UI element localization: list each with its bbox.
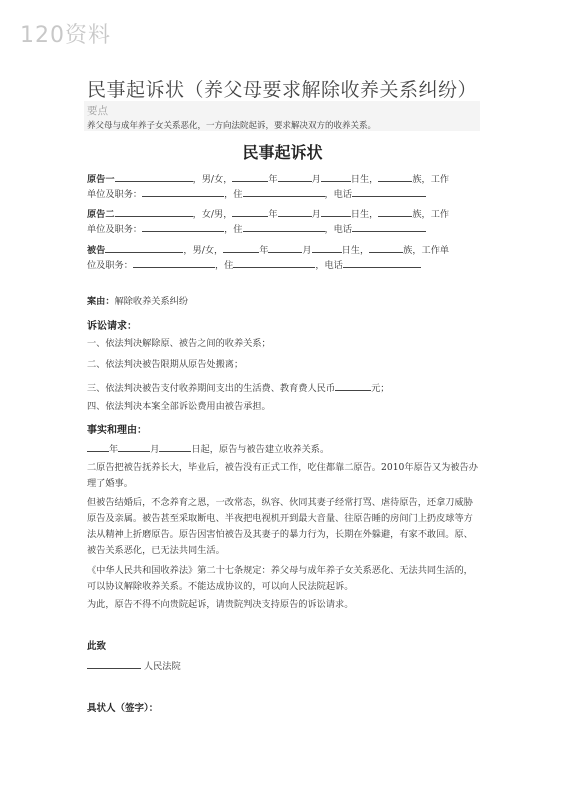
blank — [87, 658, 141, 669]
field-text: 月 — [302, 245, 312, 256]
field-text: 日生， — [341, 245, 370, 256]
plaintiff1-line1 — [87, 171, 449, 186]
facts-line1 — [87, 441, 329, 456]
facts-paragraph: 为此，原告不得不向贵院起诉，请贵院判决支持原告的诉讼请求。 — [87, 599, 354, 610]
field-text: 月 — [311, 209, 321, 220]
facts-paragraph: 二原告把被告抚养长大，毕业后，被告没有正式工作，吃住都靠二原告。2010年原告又为被告办理了婚事。 — [87, 462, 478, 489]
facts-heading: 事实和理由： — [87, 425, 147, 436]
blank — [243, 221, 325, 232]
field-text: 日生， — [350, 174, 379, 185]
blank — [321, 206, 351, 217]
summary-heading: 要点 — [87, 105, 108, 117]
defendant-line2 — [87, 257, 421, 272]
facts-text: 年 — [109, 444, 119, 455]
field-text: 年 — [268, 209, 278, 220]
blank — [142, 186, 224, 197]
blank — [232, 206, 268, 217]
field-text: 日生， — [350, 209, 379, 220]
field-text: 年 — [268, 174, 278, 185]
blank — [352, 186, 426, 197]
cause-label: 案由： — [87, 296, 115, 307]
signer-label: 具状人（签字）： — [87, 703, 159, 714]
claims-heading: 诉讼请求： — [87, 321, 137, 332]
blank — [243, 186, 325, 197]
blank — [159, 441, 191, 452]
blank — [343, 257, 421, 268]
field-text: 族，工作 — [412, 209, 450, 220]
field-text: 年 — [259, 245, 269, 256]
blank — [369, 242, 403, 253]
field-text: ，住 — [214, 260, 234, 271]
claim-item: 一、依法判决解除原、被告之间的收养关系； — [87, 338, 271, 349]
facts-paragraph: 但被告结婚后，不念养育之恩，一改常态，纵容、伙同其妻子经常打骂、虐待原告，还拿刀威胁原告及亲属。被告甚至采取断电、半夜把电视机开到最大音量、往原告睡的房间门上扔皮球等方法从精神上折磨原告。原告因害怕被告及其妻子的暴力行为，长期在外躲避，有家不敢回。原、被告关系恶化，已无法共同生活。 — [87, 497, 473, 556]
cause-text: 解除收养关系纠纷 — [114, 296, 189, 307]
blank — [233, 257, 315, 268]
blank — [321, 171, 351, 182]
blank — [133, 257, 215, 268]
blank — [335, 380, 371, 391]
cause-line — [87, 296, 188, 308]
claim-item: 二、依法判决被告限期从原告处搬离； — [87, 359, 244, 370]
facts-text: 日起，原告与被告建立收养关系。 — [191, 444, 330, 455]
blank — [352, 221, 426, 232]
blank — [278, 206, 312, 217]
document-title: 民事起诉状（养父母要求解除收养关系纠纷） — [87, 79, 478, 101]
field-text: 单位及职务： — [87, 189, 143, 200]
blank — [142, 221, 224, 232]
closing: 此致 — [87, 641, 107, 652]
facts-paragraph: 《中华人民共和国收养法》第二十七条规定：养父母与成年养子女关系恶化、无法共同生活的，可以协议解除收养关系。不能达成协议的，可以向人民法院起诉。 — [87, 565, 473, 592]
summary-box — [84, 101, 480, 131]
defendant-label: 被告 — [87, 245, 106, 256]
field-text: ，电话 — [324, 224, 353, 235]
plaintiff1-label: 原告一 — [87, 174, 115, 185]
blank — [378, 206, 412, 217]
field-text: ，男/女， — [192, 174, 233, 185]
blank — [118, 441, 150, 452]
field-text: ，电话 — [315, 260, 343, 271]
claim-text: 三、依法判决被告支付收养期间支出的生活费、教育费人民币 — [87, 383, 336, 394]
claim-item — [87, 380, 389, 395]
court-line — [87, 658, 181, 673]
field-text: 族，工作 — [412, 174, 450, 185]
blank — [115, 206, 193, 217]
plaintiff2-line1 — [87, 206, 449, 221]
field-text: ，男/女， — [183, 245, 224, 256]
field-text: 位及职务： — [87, 260, 133, 271]
plaintiff2-line2 — [87, 221, 426, 236]
blank — [115, 171, 193, 182]
blank — [105, 242, 183, 253]
field-text: ，女/男， — [192, 209, 233, 220]
watermark: 120资料 — [20, 23, 111, 48]
blank — [223, 242, 259, 253]
page-title: 民事起诉状 — [242, 143, 323, 162]
plaintiff1-line2 — [87, 186, 426, 201]
field-text: 单位及职务： — [87, 224, 143, 235]
plaintiff2-label: 原告二 — [87, 209, 115, 220]
defendant-line1 — [87, 242, 449, 257]
blank — [268, 242, 302, 253]
facts-text: 月 — [150, 444, 160, 455]
field-text: ，电话 — [324, 189, 353, 200]
field-text: ，住 — [224, 189, 243, 200]
summary-text: 养父母与成年养子女关系恶化，一方向法院起诉，要求解决双方的收养关系。 — [87, 121, 377, 131]
claim-suffix: 元； — [371, 383, 390, 394]
blank — [87, 441, 109, 452]
blank — [378, 171, 412, 182]
field-text: ，住 — [224, 224, 243, 235]
blank — [232, 171, 268, 182]
claim-item: 四、依法判决本案全部诉讼费用由被告承担。 — [87, 401, 271, 412]
field-text: 族，工作单 — [403, 245, 450, 256]
court-text: 人民法院 — [143, 661, 181, 672]
blank — [312, 242, 342, 253]
blank — [278, 171, 312, 182]
field-text: 月 — [311, 174, 321, 185]
